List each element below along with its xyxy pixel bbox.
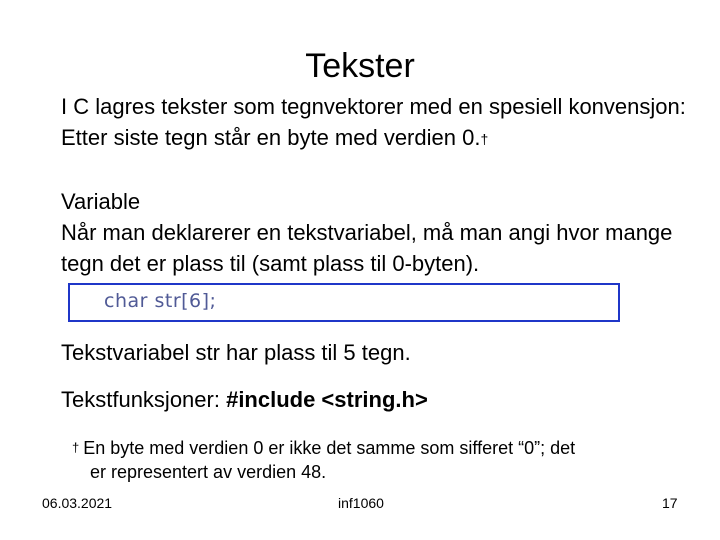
code-snippet: char str[6];: [104, 290, 217, 312]
functions-label: Tekstfunksjoner:: [61, 387, 227, 412]
variable-text: Når man deklarerer en tekstvariabel, må man angi hvor mange tegn det er plass til (samt plass til 0-byten).: [61, 220, 673, 276]
functions-paragraph: [61, 384, 701, 415]
footnote-line-2: er representert av verdien 48.: [90, 462, 327, 482]
slide-title-text: Tekster: [305, 47, 415, 85]
footer-course: inf1060: [338, 495, 384, 511]
code-box: [68, 283, 620, 322]
slide-title: [0, 46, 720, 86]
footnote: [72, 436, 672, 484]
variable-section: [61, 186, 701, 279]
capacity-text: Tekstvariabel str har plass til 5 tegn.: [61, 340, 411, 365]
intro-paragraph: [61, 91, 701, 153]
footnote-marker: †: [72, 440, 80, 455]
capacity-paragraph: [61, 337, 701, 368]
functions-include: #include <string.h>: [226, 387, 428, 412]
variable-heading: Variable: [61, 189, 141, 214]
footer-date: 06.03.2021: [42, 495, 113, 511]
footnote-line-1: En byte med verdien 0 er ikke det samme som sifferet “0”; det: [83, 438, 576, 458]
footer-page-number: 17: [662, 495, 678, 511]
intro-text: I C lagres tekster som tegnvektorer med en spesiell konvensjon: Etter siste tegn står en byte med verdien 0.: [61, 94, 686, 150]
intro-footnote-marker: †: [480, 131, 489, 147]
